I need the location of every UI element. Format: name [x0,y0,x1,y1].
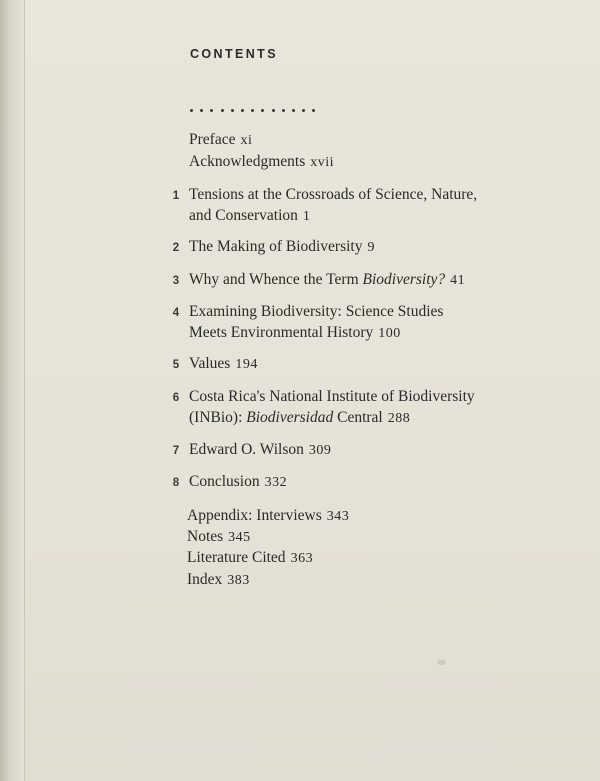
chapter-number: 8 [172,477,180,489]
entry-title-line: Costa Rica's National Institute of Biodiversity [189,388,475,405]
entry-page-number: 194 [235,357,258,372]
entry-title: Edward O. Wilson [189,441,304,458]
ornament-dot [251,109,254,112]
ornament-dot [231,109,234,112]
ornament-dot [221,109,224,112]
ornament-dot [210,109,213,112]
entry-page-number: xi [240,133,253,148]
entry-page-number: 100 [378,326,401,341]
entry-title-line: Meets Environmental History [189,324,374,341]
ornament-dot [241,109,244,112]
ornament-dot [261,109,264,112]
paper-stain [437,660,446,665]
entry-title: Values [189,355,231,372]
ornament-dot [272,109,275,112]
entry-title: Acknowledgments [189,153,306,170]
entry-title: Why and Whence the Term Biodiversity? [189,271,446,288]
ornament-dot [302,109,305,112]
entry-page-number: 383 [227,573,250,588]
entry-page-number: 288 [387,411,411,426]
entry-page-number: 343 [326,509,350,524]
ornament-dot [190,109,193,112]
entry-title: Index [187,571,223,588]
entry-page-number: 9 [367,240,375,255]
entry-title-line: Tensions at the Crossroads of Science, Nature, [189,186,478,203]
entry-title-line: and Conservation [189,207,298,224]
entry-title: Appendix: Interviews [187,507,322,524]
chapter-number: 3 [172,275,180,287]
entry-page-number: 41 [450,273,466,288]
entry-page-number: xvii [310,155,335,170]
entry-title-line: Examining Biodiversity: Science Studies [189,303,444,320]
entry-title: Literature Cited [187,549,286,566]
entry-title-line: (INBio): Biodiversidad Central [189,409,383,426]
ornament-dots [190,109,315,112]
entry-page-number: 345 [228,530,251,545]
chapter-number: 7 [172,445,180,457]
contents-heading: CONTENTS [190,47,278,61]
chapter-number: 4 [172,307,180,319]
entry-page-number: 363 [290,551,314,566]
entry-title: Notes [187,528,224,545]
entry-page-number: 309 [308,443,332,458]
entry-title: Conclusion [189,473,260,490]
chapter-number: 2 [172,242,180,254]
chapter-number: 5 [172,359,180,371]
ornament-dot [312,109,315,112]
ornament-dot [200,109,203,112]
chapter-number: 1 [172,190,180,202]
entry-title: The Making of Biodiversity [189,238,363,255]
ornament-dot [282,109,285,112]
entry-title: Preface [189,131,236,148]
chapter-number: 6 [172,392,180,404]
entry-page-number: 332 [264,475,288,490]
book-gutter-shadow [0,0,24,781]
ornament-dot [292,109,295,112]
entry-page-number: 1 [302,209,311,224]
